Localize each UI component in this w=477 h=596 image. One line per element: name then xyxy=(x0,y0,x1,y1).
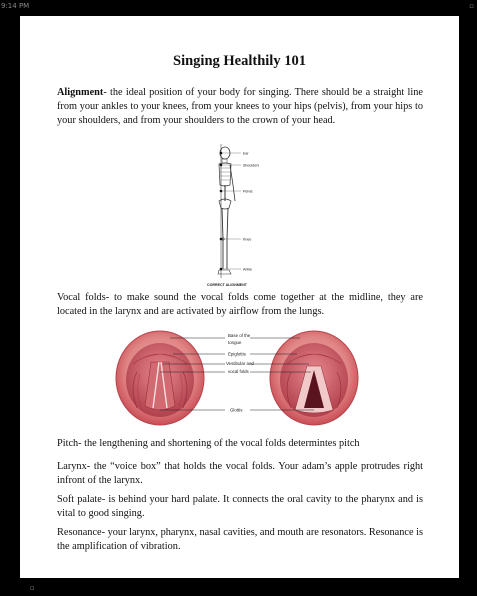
soft-palate-term: Soft palate xyxy=(57,494,102,505)
vocal-label-epiglottis: Epiglottis xyxy=(228,351,246,357)
skeleton-alignment-diagram xyxy=(205,141,280,289)
page-title: Singing Healthily 101 xyxy=(173,53,306,69)
skeleton-caption: CORRECT ALIGNMENT xyxy=(207,283,247,287)
pitch-text: - the lengthening and shortening of the vocal folds determintes pitch xyxy=(78,438,360,449)
resonance-term: Resonance xyxy=(57,527,102,538)
skeleton-label-ankle: Ankle xyxy=(243,267,252,272)
vocal-folds-paragraph xyxy=(57,291,423,319)
alignment-text: - the ideal position of your body for singing. There should be a straight line from your ankles to your knees, from your knees to your hips (pelvis), from your hips to your shoulders, and from your shoulders to the crown of your head. xyxy=(57,87,423,126)
vocal-label-tongue: tongue xyxy=(228,340,242,345)
corner-dot-icon: ▫ xyxy=(30,584,35,592)
resonance-text: - your larynx, pharynx, nasal cavities, and mouth are resonators. Resonance is the amplification of vibration. xyxy=(57,527,423,552)
skeleton-label-shoulders: Shoulders xyxy=(243,163,260,168)
status-time: 9:14 PM xyxy=(1,2,30,10)
vocal-folds-text: - to make sound the vocal folds come together at the midline, they are located in the larynx and are activated by airflow from the lungs. xyxy=(57,292,423,317)
vocal-label-folds: vocal folds xyxy=(228,369,249,374)
vocal-folds-term: Vocal folds xyxy=(57,292,106,303)
corner-dot-icon: ▫ xyxy=(469,2,474,10)
larynx-text: - the “voice box” that holds the vocal folds. Your adam’s apple protrudes right infront of the larynx. xyxy=(57,461,423,486)
vocal-folds-diagram xyxy=(115,326,359,438)
resonance-paragraph xyxy=(57,526,423,554)
larynx-term: Larynx xyxy=(57,461,87,472)
soft-palate-text: - is behind your hard palate. It connects the oral cavity to the pharynx and is vital to good singing. xyxy=(57,494,423,519)
soft-palate-paragraph xyxy=(57,493,423,521)
alignment-paragraph xyxy=(57,86,423,128)
skeleton-label-knee: Knee xyxy=(243,237,252,242)
alignment-term: Alignment xyxy=(57,87,104,98)
pitch-term: Pitch xyxy=(57,438,79,449)
pitch-paragraph xyxy=(57,437,423,451)
skeleton-label-pelvis: Pelvis xyxy=(243,189,253,194)
document-page xyxy=(20,16,459,578)
larynx-paragraph xyxy=(57,460,423,488)
vocal-label-base: Base of the xyxy=(228,333,251,338)
vocal-label-vestibular: Vestibular and xyxy=(226,361,254,366)
vocal-label-glottis: Glottis xyxy=(230,407,243,413)
skeleton-label-ear: Ear xyxy=(243,151,249,156)
